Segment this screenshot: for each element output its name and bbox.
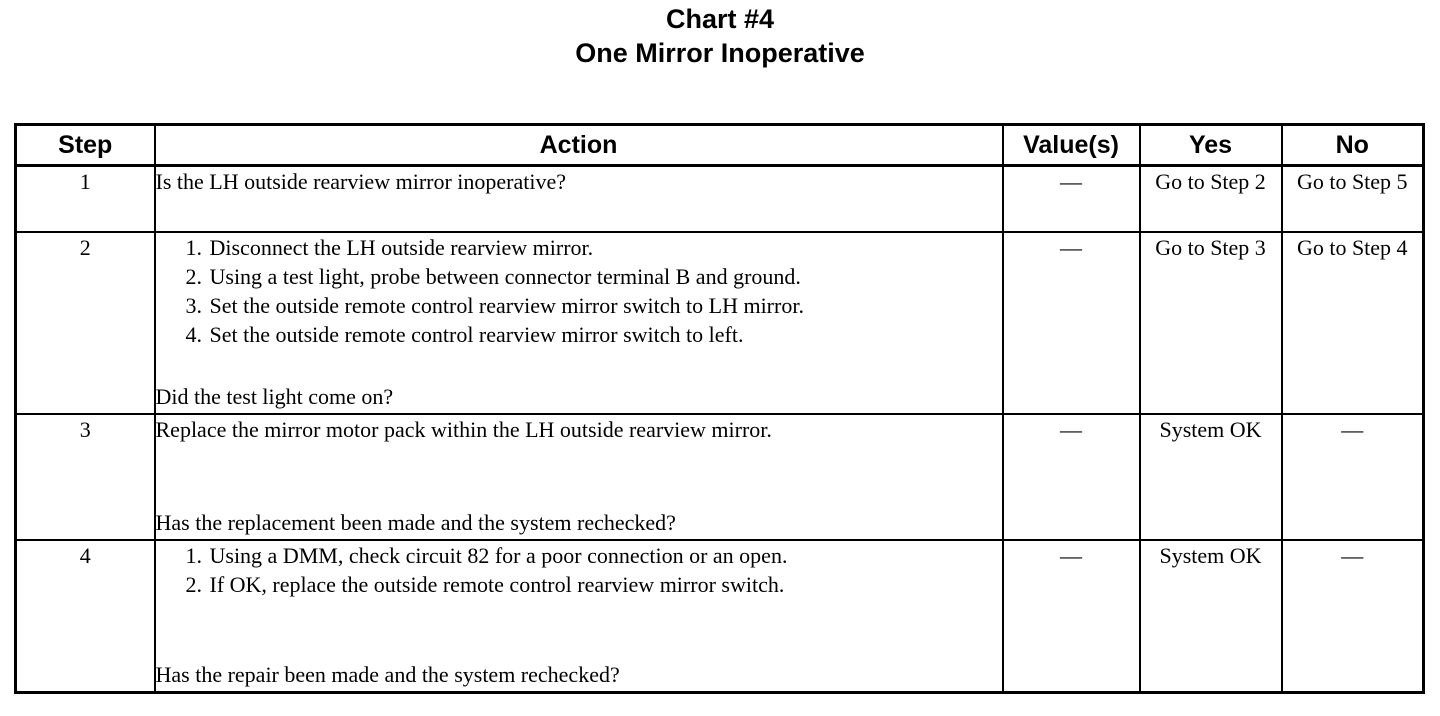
value-cell: — [1003,540,1140,693]
no-cell: — [1282,414,1424,540]
table-row [16,232,1424,414]
table-row [16,414,1424,540]
action-cell [155,166,1003,233]
diagnostic-table [14,123,1425,694]
action-question: Has the replacement been made and the system rechecked? [155,510,676,535]
yes-cell: System OK [1140,540,1282,693]
action-substeps [156,541,1002,599]
yes-cell: System OK [1140,414,1282,540]
action-substep: 2. Using a test light, probe between connector terminal B and ground. [208,262,1002,291]
chart-title [0,2,1440,70]
chart-number: Chart #4 [665,4,775,34]
action-question: Has the repair been made and the system rechecked? [155,662,620,687]
value-cell: — [1003,232,1140,414]
action-cell [155,540,1003,693]
action-substeps [156,233,1002,349]
table-row [16,166,1424,233]
step-number: 1 [16,166,155,233]
action-substep: 4. Set the outside remote control rearview mirror switch to left. [208,320,1002,349]
chart-subtitle: One Mirror Inoperative [575,38,865,68]
step-number: 3 [16,414,155,540]
action-substep: 1. Using a DMM, check circuit 82 for a poor connection or an open. [208,541,1002,570]
no-cell: — [1282,540,1424,693]
action-substep: 2. If OK, replace the outside remote control rearview mirror switch. [208,570,1002,599]
no-cell: Go to Step 4 [1282,232,1424,414]
action-substep: 1. Disconnect the LH outside rearview mirror. [208,233,1002,262]
table-header-row [16,125,1424,166]
header-step: Step [16,125,155,166]
yes-cell: Go to Step 3 [1140,232,1282,414]
table-row [16,540,1424,693]
header-values: Value(s) [1003,125,1140,166]
header-no: No [1282,125,1424,166]
step-number: 4 [16,540,155,693]
value-cell: — [1003,166,1140,233]
action-question: Did the test light come on? [155,384,394,409]
no-cell: Go to Step 5 [1282,166,1424,233]
action-substep: 3. Set the outside remote control rearview mirror switch to LH mirror. [208,291,1002,320]
action-text: Replace the mirror motor pack within the LH outside rearview mirror. [155,417,772,442]
header-yes: Yes [1140,125,1282,166]
action-text: Is the LH outside rearview mirror inoperative? [155,169,567,194]
header-action: Action [155,125,1003,166]
yes-cell: Go to Step 2 [1140,166,1282,233]
step-number: 2 [16,232,155,414]
value-cell: — [1003,414,1140,540]
action-cell [155,232,1003,414]
action-cell [155,414,1003,540]
